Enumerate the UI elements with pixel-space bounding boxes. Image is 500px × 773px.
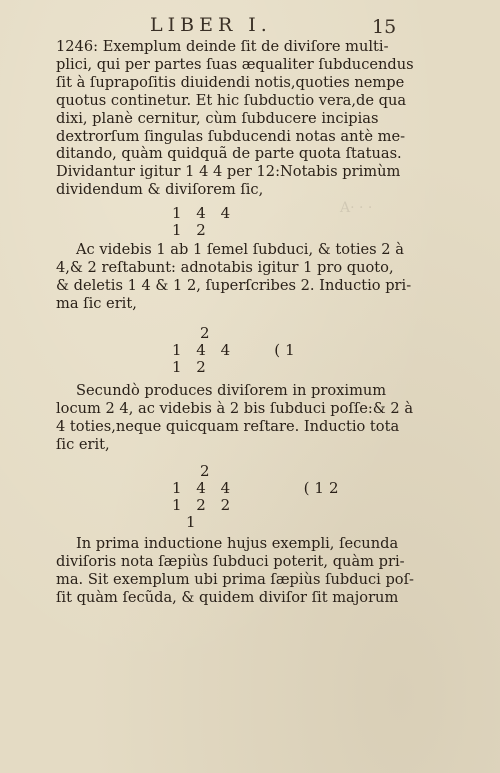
text-line: In prima inductione hujus exempli, ſecunda — [76, 535, 399, 553]
text-line: 4,& 2 reſtabunt: adnotabis igitur 1 pro quoto, — [56, 259, 394, 277]
figure-dividend: 1 4 4 — [172, 204, 236, 223]
paragraph-2 — [56, 241, 412, 313]
text-line: dextrorſum ſingulas ſubducendi notas antè me- — [56, 127, 406, 145]
paragraph-3 — [56, 381, 414, 454]
text-line: 1246: Exemplum deinde ſit de diviſore multi- — [56, 38, 389, 55]
page-number: 15 — [372, 16, 397, 38]
figure-divisor: 1 2 — [172, 221, 211, 240]
figure-top: 2 — [200, 462, 215, 481]
text-line: ſic erit, — [56, 435, 110, 453]
show-through-marks: A· · · — [340, 200, 373, 216]
text-line: locum 2 4, ac videbis à 2 bis ſubduci poſſe:& 2 à — [56, 399, 414, 417]
figure-divisor-row-1: 1 2 2 — [172, 496, 236, 515]
running-head: LIBER I. — [150, 14, 272, 36]
division-figure-2 — [172, 325, 396, 376]
text-line: Secundò produces diviſorem in proximum — [76, 381, 387, 399]
text-line: Ac videbis 1 ab 1 ſemel ſubduci, & toties 2 à — [76, 241, 404, 259]
figure-dividend-digits: 1 4 4 — [172, 340, 236, 359]
text-line: plici, qui per partes ſuas æqualiter ſubducendus — [56, 55, 414, 73]
page-body — [56, 38, 414, 607]
figure-remainder: 2 — [200, 323, 215, 342]
figure-dividend-digits: 1 4 4 — [172, 479, 236, 498]
paragraph-4 — [56, 535, 414, 607]
text-line: quotus continetur. Et hic ſubductio vera,de qua — [56, 91, 407, 109]
paragraph-1 — [56, 38, 414, 199]
text-line: ditando, quàm quidquã de parte quota ſtatuas. — [56, 145, 402, 163]
text-line: & deletis 1 4 & 1 2, ſuperſcribes 2. Inductio pri- — [56, 276, 412, 294]
text-line: dixi, planè cernitur, cùm ſubducere incipias — [56, 109, 379, 127]
text-line: ma. Sit exemplum ubi prima ſæpiùs ſubduci poſ- — [56, 571, 414, 589]
figure-dividend — [172, 342, 396, 359]
figure-divisor: 1 2 — [172, 357, 211, 376]
text-line: ſit quàm ſecũda, & quidem diviſor ſit majorum — [56, 589, 399, 607]
figure-divisor-row-2: 1 — [186, 513, 201, 532]
text-line: Dividantur igitur 1 4 4 per 12:Notabis primùm — [56, 163, 401, 181]
figure-dividend — [172, 480, 396, 497]
text-line: ma ſic erit, — [56, 294, 137, 312]
text-line: diviſoris nota ſæpiùs ſubduci poterit, quàm pri- — [56, 553, 405, 571]
figure-quotient: (1 — [274, 340, 300, 359]
text-line: 4 toties,neque quicquam reſtare. Inductio tota — [56, 417, 400, 435]
text-line: dividendum & diviſorem ſic, — [56, 181, 264, 199]
division-figure-1 — [172, 205, 396, 239]
figure-quotient: (12 — [303, 479, 344, 498]
page-header — [0, 12, 500, 38]
text-line: ſit à ſuprapoſitis diuidendi notis,quoties nempe — [56, 73, 405, 91]
division-figure-3 — [172, 463, 396, 531]
